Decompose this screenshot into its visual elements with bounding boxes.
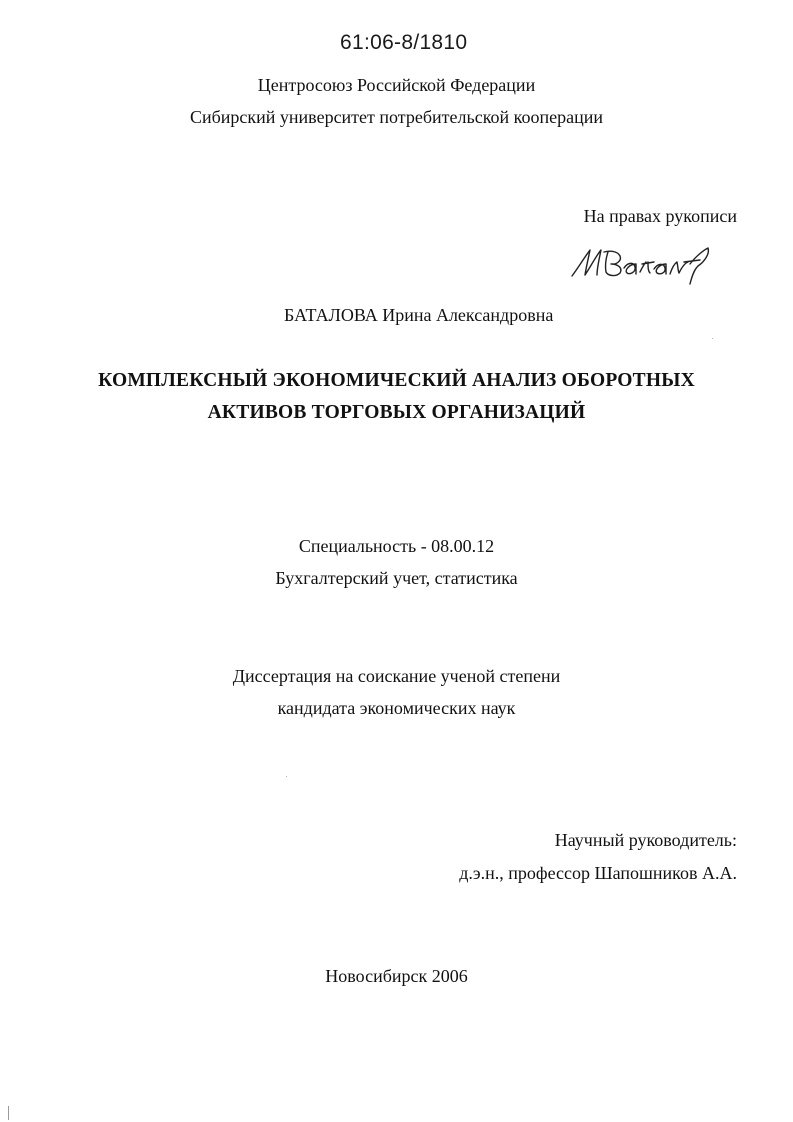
author-name: БАТАЛОВА Ирина Александровна (284, 305, 554, 325)
degree-line-2: кандидата экономических наук (277, 698, 516, 718)
handwritten-signature-icon (566, 242, 716, 286)
archive-stamp: 61:06-8/1810 (340, 31, 468, 54)
specialty-name: Бухгалтерский учет, статистика (275, 568, 518, 588)
dissertation-title-line-2: АКТИВОВ ТОРГОВЫХ ОРГАНИЗАЦИЙ (207, 402, 586, 423)
supervisor-label: Научный руководитель: (554, 830, 737, 850)
dissertation-title-line-1: КОМПЛЕКСНЫЙ ЭКОНОМИЧЕСКИЙ АНАЛИЗ ОБОРОТНЫХ (98, 370, 695, 391)
scan-edge-mark (8, 1106, 9, 1120)
university-name: Сибирский университет потребительской кооперации (189, 107, 604, 127)
rights-note: На правах рукописи (583, 206, 737, 226)
supervisor-name: д.э.н., профессор Шапошников А.А. (459, 863, 737, 883)
scan-speck (286, 776, 287, 777)
city-year: Новосибирск 2006 (325, 966, 468, 986)
specialty-code: Специальность - 08.00.12 (298, 536, 495, 556)
degree-line-1: Диссертация на соискание ученой степени (232, 666, 561, 686)
organization-name: Центросоюз Российской Федерации (257, 75, 536, 95)
scan-speck (712, 338, 713, 339)
